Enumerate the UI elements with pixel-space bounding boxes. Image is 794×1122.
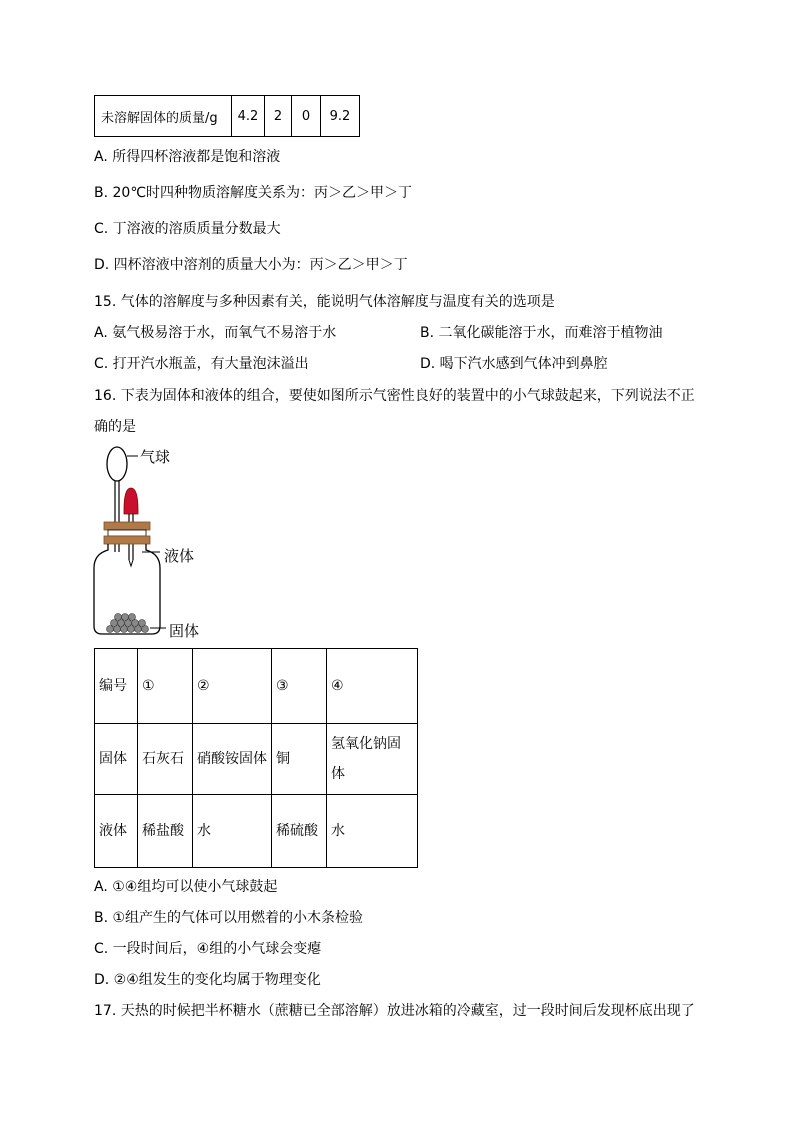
table-row xyxy=(95,649,418,724)
value-cell: 0 xyxy=(292,96,321,137)
value-cell: 9.2 xyxy=(321,96,360,137)
q15-option-b: B. 二氧化碳能溶于水，而难溶于植物油 xyxy=(420,325,663,341)
table-cell: 稀盐酸 xyxy=(138,795,193,868)
header-cell: ④ xyxy=(327,649,418,724)
table-row xyxy=(95,795,418,868)
solid-mass-table xyxy=(94,95,360,137)
table-cell: 铜 xyxy=(272,724,327,795)
table-row xyxy=(95,724,418,795)
table-cell: 石灰石 xyxy=(138,724,193,795)
q17-stem: 17. 天热的时候把半杯糖水（蔗糖已全部溶解）放进冰箱的冷藏室，过一段时间后发现杯底出现了 xyxy=(94,1003,695,1019)
table-row xyxy=(95,96,360,137)
row-label: 液体 xyxy=(95,795,138,868)
value-cell: 4.2 xyxy=(232,96,265,137)
q14-option-c: C. 丁溶液的溶质质量分数最大 xyxy=(94,221,281,237)
q16-option-b: B. ①组产生的气体可以用燃着的小木条检验 xyxy=(94,910,364,926)
table-cell: 水 xyxy=(193,795,272,868)
cork-stopper xyxy=(104,522,150,530)
q15-option-c: C. 打开汽水瓶盖，有大量泡沫溢出 xyxy=(94,356,309,372)
table-cell: 硝酸铵固体 xyxy=(193,724,272,795)
value-cell: 2 xyxy=(265,96,292,137)
q14-option-b: B. 20℃时四种物质溶解度关系为：丙＞乙＞甲＞丁 xyxy=(94,185,413,201)
table-cell: 氢氧化钠固体 xyxy=(327,724,418,795)
liquid-label: 液体 xyxy=(164,547,195,565)
row-label: 未溶解固体的质量/g xyxy=(95,96,232,137)
table-cell: 稀硫酸 xyxy=(272,795,327,868)
row-label: 固体 xyxy=(95,724,138,795)
q15-option-a: A. 氨气极易溶于水，而氧气不易溶于水 xyxy=(94,325,337,341)
apparatus-figure xyxy=(90,440,220,640)
solid-label: 固体 xyxy=(169,622,200,640)
q15-option-d: D. 喝下汽水感到气体冲到鼻腔 xyxy=(420,356,608,372)
table-cell: 水 xyxy=(327,795,418,868)
q16-option-d: D. ②④组发生的变化均属于物理变化 xyxy=(94,972,321,988)
header-cell: 编号 xyxy=(95,649,138,724)
q16-option-a: A. ①④组均可以使小气球鼓起 xyxy=(94,879,278,895)
header-cell: ② xyxy=(193,649,272,724)
q14-option-a: A. 所得四杯溶液都是饱和溶液 xyxy=(94,149,281,165)
header-cell: ③ xyxy=(272,649,327,724)
dropper-bulb xyxy=(124,488,138,514)
q15-stem: 15. 气体的溶解度与多种因素有关，能说明气体溶解度与温度有关的选项是 xyxy=(94,294,555,310)
q14-option-d: D. 四杯溶液中溶剂的质量大小为：丙＞乙＞甲＞丁 xyxy=(94,257,408,273)
q16-stem-line1: 16. 下表为固体和液体的组合，要使如图所示气密性良好的装置中的小气球鼓起来，下列说法不正 xyxy=(94,388,695,404)
solid-pellets xyxy=(107,614,149,633)
balloon-shape xyxy=(107,447,127,481)
header-cell: ① xyxy=(138,649,193,724)
balloon-label: 气球 xyxy=(140,448,171,466)
combination-table xyxy=(94,648,418,868)
q16-option-c: C. 一段时间后，④组的小气球会变瘪 xyxy=(94,941,322,957)
q16-stem-line2: 确的是 xyxy=(94,419,136,435)
